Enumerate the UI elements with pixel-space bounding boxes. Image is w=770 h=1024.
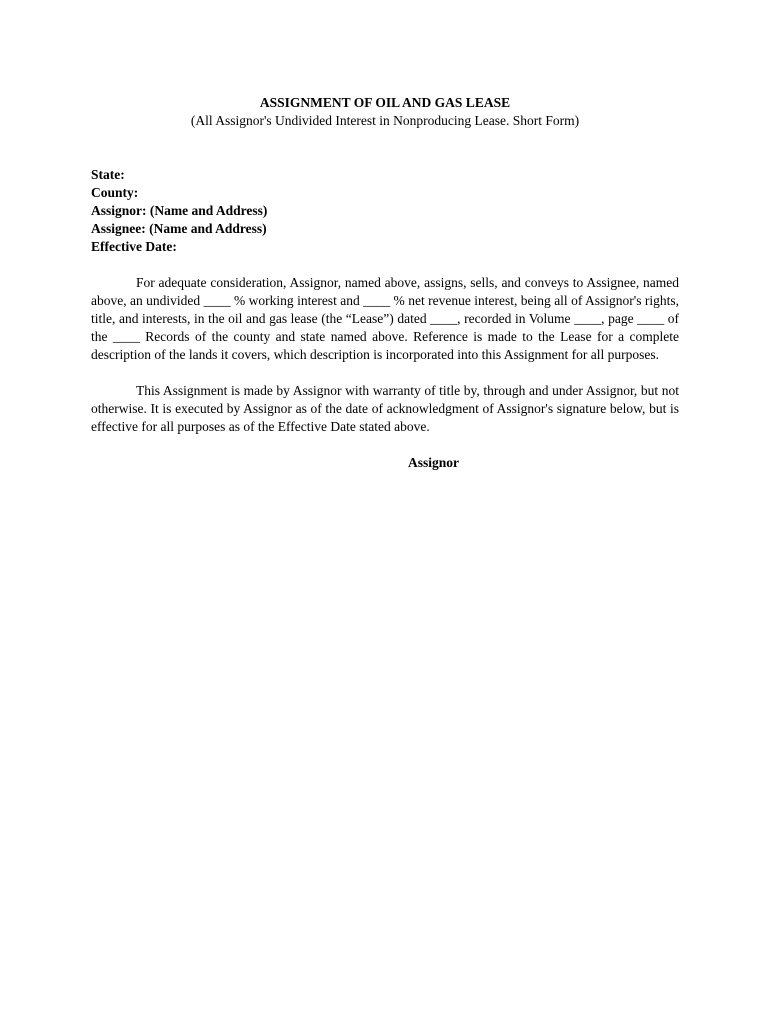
conveyance-paragraph: For adequate consideration, Assignor, named above, assigns, sells, and conveys to Assignee, named above, an undivided ____ % working interest and ____ % net revenue interest, being all of Assignor's rights, title, and interests, in the oil and gas lease (the “Lease”) dated ____, recorded in Volume ____, page ____ of the ____ Records of the county and state named above. Reference is made to the Lease for a complete description of the lands it covers, which description is incorporated into this Assignment for all purposes. [91,275,679,362]
header-fields [91,166,679,256]
warranty-paragraph: This Assignment is made by Assignor with warranty of title by, through and under Assignor, but not otherwise. It is executed by Assignor as of the date of acknowledgment of Assignor's signature below, but is effective for all purposes as of the Effective Date stated above. [91,383,679,434]
document-subtitle: (All Assignor's Undivided Interest in Nonproducing Lease. Short Form) [190,113,580,128]
assignor-field: Assignor: (Name and Address) [91,203,268,218]
document-content [91,94,679,472]
effective-date-field: Effective Date: [91,239,177,254]
county-field: County: [91,185,139,200]
document-title: ASSIGNMENT OF OIL AND GAS LEASE [259,95,511,110]
assignee-field: Assignee: (Name and Address) [91,221,267,236]
signature-label: Assignor [408,455,460,470]
state-field: State: [91,167,125,182]
